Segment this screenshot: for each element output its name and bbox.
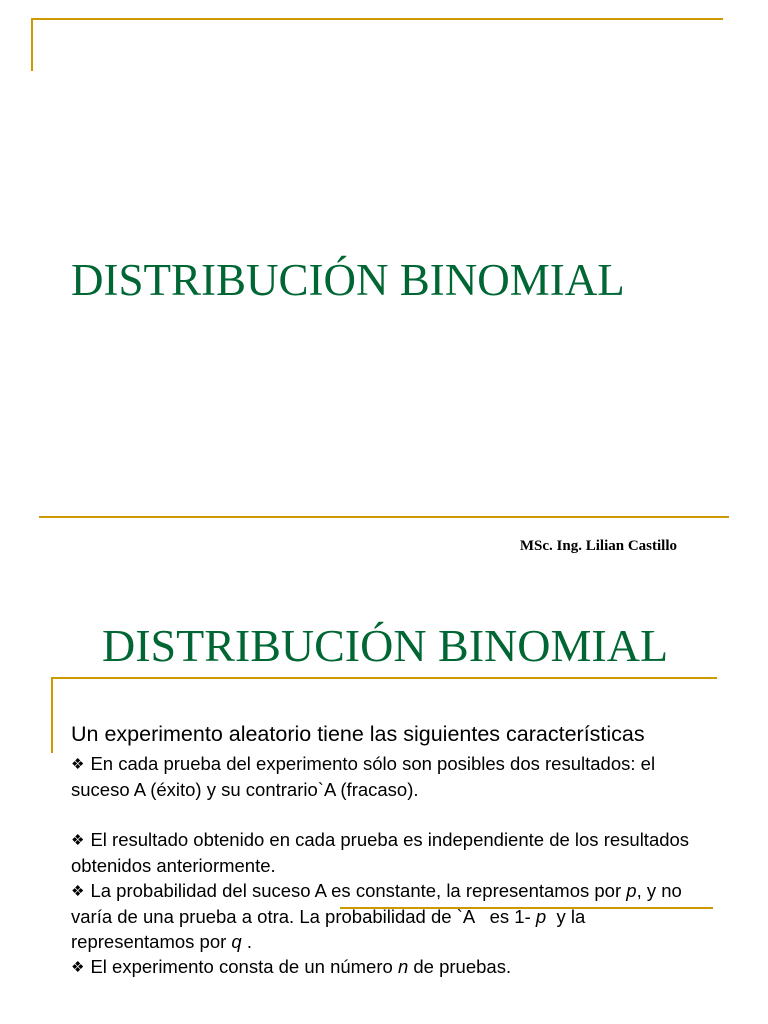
slide-1-title: DISTRIBUCIÓN BINOMIAL — [71, 255, 625, 305]
bullet-item — [71, 827, 711, 878]
bullet-text: El resultado obtenido en cada prueba es independiente de los resultados obtenidos anteriormente. — [71, 829, 690, 876]
left-rule — [51, 677, 53, 753]
diamond-bullet-icon: ❖ — [71, 832, 85, 849]
bullet-text: El experimento consta de un número — [90, 956, 398, 977]
bullet-item — [71, 751, 711, 802]
bullet-item — [71, 878, 711, 954]
left-rule — [31, 18, 33, 71]
slide-2 — [0, 585, 768, 1024]
diamond-bullet-icon: ❖ — [71, 756, 85, 773]
variable-n: n — [397, 956, 409, 977]
diamond-bullet-icon: ❖ — [71, 959, 85, 976]
intro-text: Un experimento aleatorio tiene las siguientes características — [71, 722, 645, 746]
divider-rule — [39, 516, 729, 518]
author-name: MSc. Ing. Lilian Castillo — [519, 538, 677, 554]
bullet-item — [71, 954, 711, 980]
title-underline-rule — [51, 677, 717, 679]
top-rule — [31, 18, 723, 20]
diamond-bullet-icon: ❖ — [71, 883, 85, 900]
slide-2-body — [71, 719, 711, 980]
variable-q: q — [231, 931, 242, 952]
bullet-text: de pruebas. — [408, 956, 512, 977]
slide-2-title: DISTRIBUCIÓN BINOMIAL — [102, 620, 669, 671]
bullet-text: La probabilidad del suceso A es constante, la representamos por — [90, 880, 627, 901]
variable-p: p — [535, 906, 547, 927]
bullet-text: y la representamos por — [71, 906, 591, 952]
bullet-text: . — [241, 931, 252, 952]
bullet-text: , y no varía de una prueba a otra. La probabilidad de `A es 1- — [71, 880, 687, 927]
variable-p: p — [626, 880, 637, 901]
bullet-text: En cada prueba del experimento sólo son posibles dos resultados: el suceso A (éxito) y su contrario`A (fracaso). — [71, 753, 656, 800]
